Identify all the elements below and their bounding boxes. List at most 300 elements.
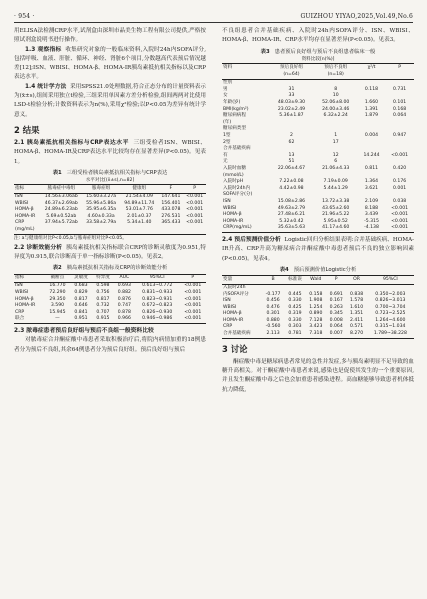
- table4-cell: HOMA-β: [223, 311, 242, 317]
- table2-cell: 72.290: [49, 290, 66, 295]
- table1-cell: 365.433: [161, 220, 181, 226]
- table4-header-cell: 变量: [222, 276, 262, 285]
- table3-label: 表3: [260, 48, 270, 55]
- table3-cell: 21.06±4.33: [322, 166, 350, 171]
- table4-cell: [326, 284, 346, 291]
- table3-cell: 15.08±2.86: [277, 198, 306, 204]
- table4-cell: 1.351: [349, 311, 364, 317]
- table4-cell: 1.264~4.600: [375, 317, 406, 323]
- table2-header-cell: 灵敏度: [70, 274, 92, 283]
- table3-cell: [269, 192, 313, 199]
- table4-cell: 2.113: [262, 331, 285, 338]
- journal-running-head: GUIZHOU YIYAO,2025,Vol.49,No.6: [300, 13, 413, 20]
- table3-cell: 男: [223, 86, 228, 92]
- table1-header-cell: 脓毒症中毒组: [40, 185, 82, 194]
- table4-cell: 0.826~3.013: [375, 298, 406, 304]
- table2-row: [14, 297, 206, 304]
- table4-cell: 0.445: [288, 291, 302, 297]
- table1-cell: 15.60±3.27a: [86, 193, 117, 199]
- table3-title: 患者预后良好组与预后不良组患者临床一般: [274, 48, 376, 55]
- section-2-2: [14, 244, 206, 263]
- table3-cell: 35.63±5.63: [269, 225, 313, 232]
- table4-cell: HOMA-IR: [223, 317, 244, 323]
- table3-cell: 5.36±1.87: [279, 113, 304, 119]
- table2-cell: CRP: [15, 309, 25, 315]
- table1-cell: [120, 227, 158, 234]
- section-2-1: [14, 139, 206, 167]
- table3-cell: 糖尿病病程: [223, 113, 246, 119]
- table3-subheader-cell: (n=18): [314, 72, 358, 80]
- table4-cell: CRP: [223, 324, 233, 330]
- table3-cell: 3.439: [364, 212, 379, 218]
- table3-cell: 0.731: [393, 86, 407, 92]
- table3-cell: -4.138: [358, 225, 385, 232]
- table3-row: [222, 133, 414, 140]
- table3-cell: 24.00±3.46: [322, 106, 350, 112]
- table2-header-cell: 指标: [14, 274, 45, 283]
- table3-cell: [358, 146, 385, 153]
- table3-cell: 4.42±0.98: [279, 185, 304, 191]
- table2-row: [14, 283, 206, 290]
- table2: [14, 274, 206, 324]
- table1-cell: [183, 227, 206, 234]
- table1-header-cell: 指标: [14, 185, 40, 194]
- table1-cell: 55.96±5.86a: [86, 200, 117, 206]
- right-column: [222, 27, 414, 395]
- heading-discussion: 3 讨论: [222, 343, 248, 354]
- table3-subheader-cell: [385, 72, 414, 80]
- table1-header-cell: F: [158, 185, 183, 194]
- table2-cell: 0.646: [74, 303, 88, 309]
- table3-row: [222, 199, 414, 206]
- table3-cell: CRP(mg/mL): [222, 225, 269, 232]
- table4-cell: -0.560: [265, 324, 281, 330]
- table3-row: [222, 146, 414, 153]
- table3-cell: 22.06±4.67: [277, 166, 306, 171]
- table4-cell: 1.578: [349, 298, 364, 304]
- table2-cell: <0.001: [184, 283, 202, 289]
- table2-cell: 3.590: [50, 303, 65, 309]
- table4-cell: 0.301: [266, 311, 280, 317]
- table2-cell: 0.823~0.931: [142, 296, 173, 302]
- header-rule: [14, 22, 413, 23]
- table3-cell: [314, 120, 358, 127]
- table3-cell: 有: [223, 152, 228, 158]
- table1-cell: 53.01±7.76: [125, 207, 153, 213]
- table3-cell: BMI(kg/m²): [223, 106, 249, 112]
- table4-cell: 0.350~2.003: [375, 291, 406, 297]
- table3-cell: 合并基础疾病: [223, 146, 251, 152]
- heading-1-3: 1.3 观察指标: [25, 46, 62, 53]
- table3-row: [222, 159, 414, 166]
- table4-cell: 0.425: [288, 304, 302, 310]
- table1-cell: <0.001: [186, 193, 204, 199]
- table4-cell: 1.908: [309, 298, 323, 304]
- table2-header-cell: AUC: [114, 274, 135, 283]
- table3-cell: [385, 140, 414, 147]
- table1-cell: 5.69±0.52ab: [46, 213, 77, 219]
- table3-cell: (年): [223, 119, 232, 125]
- text-2-3: 对脓毒症合并酮症酸中毒患者采取积极治疗后,将院内病情加重的18例患者分为预后不良组,其余64例患者分为预后良好组。预后良好组与预后: [14, 337, 206, 353]
- table3-cell: [314, 146, 358, 153]
- table3-cell: 49.63±2.79: [277, 205, 306, 211]
- table1-subtitle: 水平对比[(x̄±s),n=82]: [85, 178, 135, 184]
- heading-results: 2 结果: [14, 124, 40, 135]
- table4-cell: 内SOFA评分: [223, 291, 249, 297]
- table3-cell: 6.32±2.24: [323, 113, 348, 119]
- table4-cell: 0.571: [349, 324, 364, 330]
- table2-cell: 0.915: [92, 316, 114, 323]
- table4-cell: 0.319: [288, 311, 302, 317]
- text-discussion: 酮症酸中毒是糖尿病患者常见的急性并发症,多与胰岛素明显不足导致的血糖升高相关。对于酮症酸中毒患者来说,感染也是促使其发生的一个重要原因,并且发生酮症酸中毒之后也会加重患者感染进程。高血糖能够导致患者机体抵抗力降低,: [222, 358, 414, 393]
- table3-cell: 0.811: [364, 166, 379, 171]
- table4-cell: 0.064: [329, 324, 343, 330]
- table4-label: 表4: [279, 266, 289, 273]
- table3-cell: 8: [334, 86, 338, 92]
- table3-cell: [385, 192, 414, 199]
- table3-cell: 0.176: [393, 179, 407, 185]
- table2-header-cell: 特异度: [92, 274, 114, 283]
- text-2-1: 三组受检者ISN、WBISI、HOMA-β、HOMA-IR及CRP表达水平比较均存在显著差异(P<0.05)。见表1。: [14, 139, 206, 165]
- table3-cell: [385, 80, 414, 87]
- table4-header-cell: 标准误: [284, 276, 305, 285]
- table4-row: [222, 311, 414, 318]
- table1-row: [14, 220, 206, 227]
- table3-cell: 17: [332, 139, 339, 145]
- table4-cell: 0.167: [329, 298, 343, 304]
- table1-cell: 37.94±5.72ab: [44, 220, 78, 226]
- table3-header-cell: 资料: [222, 64, 269, 72]
- table2-label: 表2: [52, 265, 62, 272]
- section-2-4: [222, 236, 414, 264]
- table2-cell: —: [45, 316, 70, 323]
- table1-cell: HOMA-IR: [15, 213, 36, 219]
- table3-cell: <0.001: [391, 212, 409, 218]
- table2-cell: 0.829: [74, 290, 88, 295]
- table3-cell: (mmol/L): [223, 172, 244, 178]
- table3-cell: [358, 80, 385, 87]
- table4-header-cell: Wald: [306, 276, 326, 285]
- table1-cell: 46.37±2.69ab: [44, 200, 78, 206]
- section-2-3: [14, 327, 206, 336]
- table1-cell: 276.531: [161, 213, 181, 219]
- table3-row: [222, 206, 414, 213]
- table3-cell: 52.06±8.00: [322, 100, 350, 106]
- table3-cell: 31: [288, 86, 295, 92]
- table2-cell: 0.882: [117, 290, 131, 295]
- table3-cell: 8.188: [364, 205, 379, 211]
- table3-cell: 21.96±5.22: [322, 212, 350, 218]
- table2-cell: 0.732: [96, 303, 110, 309]
- table3-cell: 27.48±6.21: [277, 212, 306, 218]
- table2-cell: WBISI: [15, 290, 29, 295]
- table1-cell: [40, 227, 82, 234]
- table3-cell: [358, 140, 385, 147]
- table3-cell: 13: [288, 152, 295, 158]
- table3-row: [222, 107, 414, 114]
- table3-cell: 入院时血糖: [223, 166, 246, 171]
- table4-cell: 1.610: [349, 304, 364, 310]
- table2-cell: HOMA-β: [15, 296, 34, 302]
- table3-cell: 0.947: [393, 133, 407, 139]
- table2-cell: 0.817: [74, 296, 88, 302]
- table1-caption: [14, 170, 206, 178]
- table2-cell: 15.945: [49, 309, 66, 315]
- table3-cell: SOFA评分(分): [223, 192, 253, 198]
- table3-cell: [269, 146, 313, 153]
- table3-cell: HOMA-IR: [223, 218, 244, 224]
- table3-subheader-cell: [222, 72, 269, 80]
- table3-cell: 7.19±0.09: [323, 179, 348, 185]
- table2-cell: 0.672~0.823: [142, 303, 173, 309]
- table3-cell: HOMA-β: [223, 212, 242, 218]
- table4-cell: 0.476: [266, 304, 280, 310]
- table2-row: [14, 310, 206, 317]
- table3-cell: 1.879: [364, 113, 379, 119]
- table4-cell: 0.263: [329, 304, 343, 310]
- table1-cell: 2.01±0.37: [127, 213, 152, 219]
- table3-cell: 入院时pH: [223, 179, 244, 185]
- page-number: · 954 ·: [14, 13, 35, 20]
- table3-cell: [269, 80, 313, 87]
- table3-cell: 1.364: [364, 179, 379, 185]
- table3-cell: 10: [332, 93, 339, 99]
- table2-cell: 0.831~0.933: [142, 290, 173, 295]
- text-1-4: 采用SPSS21.0处理数据,符合正态分布的计量资料表示为(x̄±s),组间采用独立t检验,三组采用单因素方差分析检验,组间两两对比使用LSD-t检验分析;计数资料表示为n(%),采用χ²检验;以P<0.05为差异有统计学意义。: [14, 83, 206, 118]
- table3-cell: 23.02±2.49: [277, 106, 306, 112]
- table3-cell: 3.621: [364, 185, 379, 191]
- table3-cell: -5.315: [364, 218, 379, 224]
- table1-cell: [158, 227, 183, 234]
- table4-cell: ISN: [223, 298, 231, 304]
- table2-row: [14, 316, 206, 323]
- table4-cell: 合并基础疾病: [222, 331, 262, 338]
- table3-row: [222, 166, 414, 173]
- table3-cell: [358, 159, 385, 166]
- table4-cell: 0.781: [284, 331, 305, 338]
- table1-header-cell: 健康组: [120, 185, 158, 194]
- table2-header-cell: P: [180, 274, 206, 283]
- table1-cell: 156.401: [161, 200, 181, 206]
- table3-cell: <0.001: [391, 152, 409, 158]
- table3-cell: [269, 120, 313, 127]
- table3-cell: [385, 120, 414, 127]
- table3-header-cell: 预后不良组: [314, 64, 358, 72]
- table3-cell: [358, 192, 385, 199]
- table1-header-cell: 脓毒症组: [82, 185, 120, 194]
- table3-cell: 0.168: [393, 106, 407, 112]
- table4-cell: 0.303: [288, 324, 302, 330]
- table4-cell: 0.008: [329, 317, 343, 323]
- table2-cell: 0.876: [117, 296, 131, 302]
- table4-cell: 0.330: [288, 298, 302, 304]
- table4-header-cell: P: [326, 276, 346, 285]
- table1-cell: HOMA-β: [15, 207, 34, 213]
- table1-cell: [82, 227, 120, 234]
- table3-cell: 年龄(岁): [223, 100, 241, 106]
- paragraph-right-top: 不良组患者合并基础疾病、入院时24h内SOFA评分、ISN、WBISI、HOMA-β、HOMA-IR、CRP水平均存在显著差异(P<0.05)。见表3。: [222, 28, 414, 44]
- table4: [222, 275, 414, 338]
- table3-cell: WBISI: [223, 205, 237, 211]
- table1-label: 表1: [52, 169, 62, 176]
- table4-caption: [222, 267, 414, 275]
- table3-cell: ISN: [223, 198, 231, 204]
- table3-row: [222, 100, 414, 107]
- table1-row: [14, 227, 206, 234]
- table1-header-cell: P: [183, 185, 206, 194]
- table3-cell: <0.001: [391, 218, 409, 224]
- table4-cell: 0.890: [309, 311, 323, 317]
- paragraph-intro: 用ELISA法检测CRP水平,试剂盒由深圳市晶美生物工程有限公司提供,严格按照试剂盒说明书进行操作。: [14, 28, 206, 44]
- table4-cell: [367, 284, 414, 291]
- text-1-3: 收集研究对象的一般临床资料,入院时24h内SOFA评分,包括呼吸、血液、肝脏、循环、神经、肾脏6个项目,分数越高代表预后情况越差[12];ISN、WBISI、HOMA-β、HOMA-IR胰岛素抵抗相关指标以及CRP表达水平。: [14, 46, 206, 81]
- section-1-4: [14, 83, 206, 120]
- table1-cell: 21.54±4.09: [125, 193, 153, 199]
- table1-cell: CRP: [15, 220, 25, 226]
- table3-row: [222, 225, 414, 232]
- table1-cell: 94.89±11.74: [124, 200, 155, 206]
- table3-cell: 2: [289, 133, 293, 139]
- table3-cell: [314, 192, 358, 199]
- table3-cell: 41.17±4.60: [314, 225, 358, 232]
- heading-2-3: 2.3 脓毒症患者预后良好组与预后不良组一般资料比较: [14, 327, 154, 334]
- table4-cell: WBISI: [223, 304, 237, 310]
- table3-cell: 0.118: [364, 86, 379, 92]
- table4-cell: 7.128: [309, 317, 323, 323]
- table3-cell: 5.95±0.52: [323, 218, 348, 224]
- table2-cell: 0.613~0.772: [142, 283, 173, 289]
- table2-cell: 0.693: [117, 283, 131, 289]
- table3-cell: 51: [288, 159, 295, 165]
- table4-cell: [306, 284, 326, 291]
- table3-cell: 6: [334, 159, 338, 165]
- table1-cell: (mg/mL): [14, 227, 40, 234]
- table3-cell: 0.004: [364, 133, 379, 139]
- table3-cell: [385, 159, 414, 166]
- table2-title: 胰岛素抵抗相关指标及CRP的诊断效能分析: [66, 265, 168, 272]
- table3-cell: 0.420: [393, 166, 407, 171]
- table1-row: [14, 207, 206, 214]
- table3-cell: 糖尿病类型: [223, 126, 246, 132]
- table3-row: [222, 87, 414, 94]
- table4-cell: -0.177: [265, 291, 281, 297]
- table3-cell: 入院时24h内: [223, 185, 251, 191]
- heading-1-4: 1.4 统计学方法: [25, 83, 67, 90]
- table2-cell: 0.946~0.986: [135, 316, 180, 323]
- table2-cell: 联合: [14, 316, 45, 323]
- table2-cell: ISN: [15, 283, 23, 289]
- text-2-4: Logistic回归分析结果表明:合并基础疾病、HOMA-IR升高、CRP升高为糖尿病合并酮症酸中毒患者预后不良的独立影响因素(P<0.05)。见表4。: [222, 236, 414, 262]
- table3-cell: 1.391: [364, 106, 379, 112]
- table3-row: [222, 120, 414, 127]
- table2-cell: 29.350: [49, 296, 66, 302]
- table3-header-cell: χ²/t: [358, 64, 385, 72]
- table4-cell: 3.423: [309, 324, 323, 330]
- table3-subtitle: 资料比较[n(%)]: [301, 57, 335, 63]
- table2-row: [14, 290, 206, 297]
- table1-cell: 35.95±6.35a: [86, 207, 117, 213]
- table3-cell: 2.109: [364, 198, 379, 204]
- heading-2-1: 2.1 胰岛素抵抗相关指标与CRP表达水平: [14, 139, 129, 146]
- heading-2-4: 2.4 预后预测价值分析: [222, 236, 281, 243]
- table1: [14, 184, 206, 234]
- table2-cell: 0.747: [117, 303, 131, 309]
- table4-cell: 0.158: [309, 291, 323, 297]
- table3-cell: 43.65±2.60: [322, 205, 350, 211]
- table3-cell: 0.001: [393, 185, 407, 191]
- table3-cell: 2型: [223, 139, 231, 145]
- table4-cell: 0.345: [329, 311, 343, 317]
- table1-cell: 4.60±0.33a: [87, 213, 115, 219]
- table2-cell: <0.001: [184, 309, 202, 315]
- table4-cell: 2.411: [349, 317, 364, 323]
- table2-row: [14, 303, 206, 310]
- table4-row: [222, 331, 414, 338]
- table4-title: 预后预测价值Logistic分析: [293, 266, 357, 273]
- table3-cell: 0.038: [393, 198, 407, 204]
- table4-cell: 0.838: [349, 291, 364, 297]
- table1-cell: <0.001: [186, 213, 204, 219]
- table1-title: 三组受检者胰岛素抵抗相关指标与CRP表达: [66, 169, 168, 176]
- table4-cell: 0.330: [288, 317, 302, 323]
- section-1-3: [14, 46, 206, 83]
- table2-cell: HOMA-IR: [15, 303, 36, 309]
- table1-cell: <0.001: [186, 200, 204, 206]
- table4-row: [222, 284, 414, 291]
- table4-header-cell: 95%CI: [367, 276, 414, 285]
- table1-row: [14, 193, 206, 200]
- table3-subheader-cell: (n=64): [269, 72, 313, 80]
- table3-row: [222, 212, 414, 219]
- text-2-2: 胰岛素抵抗相关指标联合CRP的诊断灵敏度为0.951,特异度为0.915,联合诊断高于单一指标诊断(P<0.05)。见表2。: [14, 244, 206, 261]
- table1-cell: WBISI: [15, 200, 29, 206]
- table4-cell: 0.880: [266, 317, 280, 323]
- table3-caption: [222, 49, 414, 57]
- table2-cell: 0.878: [117, 309, 131, 315]
- table3-cell: 0.064: [393, 113, 407, 119]
- table3-cell: [358, 120, 385, 127]
- table1-cell: 433.078: [161, 207, 181, 213]
- table3-row: [222, 153, 414, 160]
- table3-cell: 7.22±0.08: [279, 179, 304, 185]
- table2-cell: 0.756: [96, 290, 110, 295]
- table4-row: [222, 298, 414, 305]
- table1-cell: 33.58±2.79a: [86, 220, 117, 226]
- table2-cell: 0.841: [74, 309, 88, 315]
- table3-row: [222, 192, 414, 199]
- table2-caption: [14, 265, 206, 273]
- table3-row: [222, 93, 414, 100]
- table3-row: [222, 113, 414, 120]
- table3-cell: 0.101: [393, 100, 407, 106]
- table3-cell: 5.44±1.29: [323, 185, 348, 191]
- table3-cell: <0.001: [385, 225, 414, 232]
- table1-cell: 147.641: [161, 193, 181, 199]
- table1-cell: 5.34±1.40: [127, 220, 152, 226]
- table4-cell: 0.315~1.034: [375, 324, 406, 330]
- table4-cell: [346, 284, 366, 291]
- table4-cell: 0.723~2.525: [375, 311, 406, 317]
- table3-cell: 33: [288, 93, 295, 99]
- table2-cell: 0.826~0.930: [142, 309, 173, 315]
- table2-cell: <0.001: [180, 316, 206, 323]
- table2-cell: 0.707: [96, 309, 110, 315]
- table3-row: [222, 179, 414, 186]
- table4-cell: 0.007: [326, 331, 346, 338]
- table1-cell: <0.001: [186, 207, 204, 213]
- table4-header-cell: OR: [346, 276, 366, 285]
- table4-cell: 0.691: [329, 291, 343, 297]
